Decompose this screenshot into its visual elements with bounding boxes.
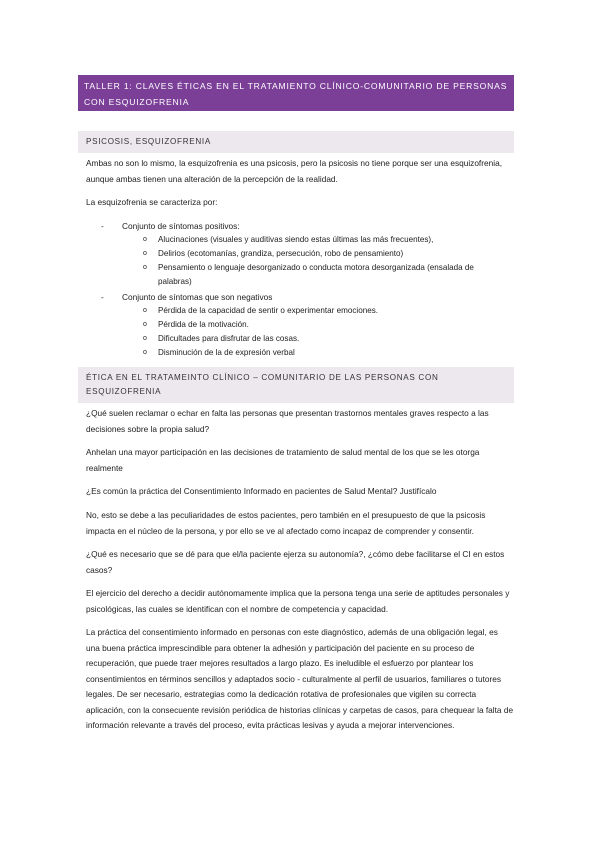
lead-paragraph: La esquizofrenia se caracteriza por: [86,197,218,207]
sub-bullet-marker: o [143,264,147,271]
answer-paragraph: Anhelan una mayor participación en las decisiones de tratamiento de salud mental de los que se les otorga realmente [86,447,480,473]
question-paragraph: ¿Qué suelen reclamar o echar en falta las personas que presentan trastornos mentales graves respecto a las decisiones sobre la propia salud? [86,408,489,434]
bullet-dash: - [101,292,104,302]
question-paragraph: ¿Es común la práctica del Consentimiento Informado en pacientes de Salud Mental? Justifícalo [86,486,437,496]
sub-bullet-marker: o [143,335,147,342]
list-item: Pérdida de la motivación. [158,320,249,329]
sub-bullet-marker: o [143,236,147,243]
negative-symptoms-label: Conjunto de síntomas que son negativos [122,292,273,302]
answer-paragraph: No, esto se debe a las peculiaridades de estos pacientes, pero también en el presupuesto de que la psicosis impacta en el núcleo de la persona, y por ello se ve al afectado como incapaz de comprender y consentir. [86,510,486,536]
list-item: Alucinaciones (visuales y auditivas siendo estas últimas las más frecuentes), [158,235,434,244]
list-item: Pensamiento o lenguaje desorganizado o conducta motora desorganizada (ensalada de palabras) [158,263,474,286]
answer-paragraph: El ejercicio del derecho a decidir autónomamente implica que la persona tenga una serie de aptitudes personales y psicológicas, las cuales se identifican con el nombre de competencia y capacidad. [86,588,510,614]
question-paragraph: ¿Qué es necesario que se dé para que el/la paciente ejerza su autonomía?, ¿cómo debe facilitarse el CI en estos casos? [86,549,505,575]
section-heading-psicosis: PSICOSIS, ESQUIZOFRENIA [78,131,514,153]
sub-bullet-marker: o [143,307,147,314]
list-item: Delirios (ecotomanías, grandiza, persecución, robo de pensamiento) [158,249,404,258]
list-item: Dificultades para disfrutar de las cosas. [158,334,300,343]
section-heading-etica: ÉTICA EN EL TRATAMEINTO CLÍNICO – COMUNITARIO DE LAS PERSONAS CON ESQUIZOFRENIA [78,367,514,403]
sub-bullet-marker: o [143,349,147,356]
intro-paragraph: Ambas no son lo mismo, la esquizofrenia es una psicosis, pero la psicosis no tiene porque ser una esquizofrenia, aunque ambas tienen una alteración de la percepción de la realidad. [86,158,502,184]
list-item: Disminución de la de expresión verbal [158,348,295,357]
sub-bullet-marker: o [143,250,147,257]
positive-symptoms-label: Conjunto de síntomas positivos: [122,221,240,231]
sub-bullet-marker: o [143,321,147,328]
bullet-dash: - [101,221,104,231]
document-title: TALLER 1: CLAVES ÉTICAS EN EL TRATAMIENTO CLÍNICO-COMUNITARIO DE PERSONAS CON ESQUIZOFRENIA [78,75,514,111]
answer-paragraph: La práctica del consentimiento informado en personas con este diagnóstico, además de una obligación legal, es una buena práctica imprescindible para obtener la adhesión y participación del paciente en su proceso de recuperación, que puede traer mejores resultados a largo plazo. Es ineludible el esfuerzo por plantear los consentimientos en términos sencillos y adaptados socio - culturalmente al perfil de usuarios, familiares o tutores legales. De ser necesario, estrategias como la dedicación rotativa de profesionales que vigilen su correcta aplicación, con la consecuente revisión periódica de historias clínicas y carpetas de casos, para chequear la falta de información relevante a través del proceso, evita prácticas lesivas y ayuda a mejorar intervenciones. [86,627,514,730]
list-item: Pérdida de la capacidad de sentir o experimentar emociones. [158,306,379,315]
